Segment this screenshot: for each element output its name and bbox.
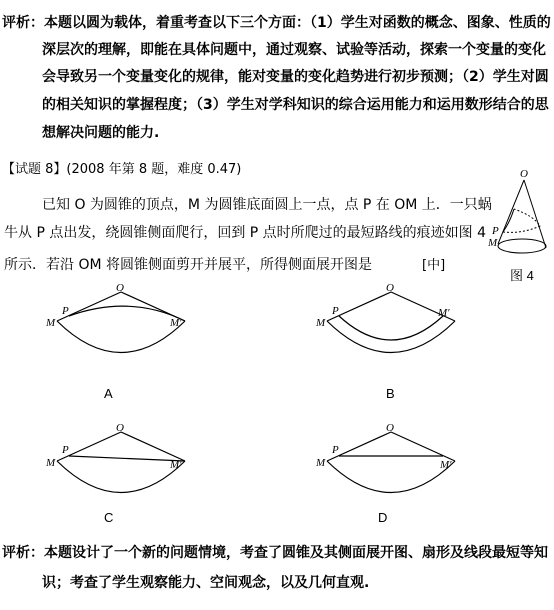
- option-b-letter: B: [386, 386, 395, 401]
- option-d-diagram: [316, 422, 460, 508]
- option-a-label-o: O: [116, 282, 124, 294]
- option-c-letter: C: [104, 510, 114, 525]
- option-b-label-o: O: [386, 282, 394, 294]
- analysis-1-line-3: 会导致另一个变量变化的规律，能对变量的变化趋势进行初步预测；（2）学生对圆: [42, 69, 549, 85]
- cone-label-p: P: [492, 225, 499, 237]
- option-d-label-m: M: [316, 457, 326, 469]
- analysis-1-line-2: 深层次的理解，即能在具体问题中，通过观察、试验等活动，探索一个变量的变化: [42, 42, 546, 58]
- option-d-label-p: P: [332, 444, 339, 456]
- option-a-label-p: P: [62, 305, 69, 317]
- analysis-1-line-4: 的相关知识的掌握程度；（3）学生对学科知识的综合运用能力和运用数形结合的思: [42, 97, 549, 113]
- cone-left-edge: [498, 180, 524, 244]
- figure-caption: 图 4: [510, 268, 534, 283]
- option-a-letter: A: [104, 386, 113, 401]
- option-b-label-m: M: [316, 317, 326, 329]
- problem-line-2: 牛从 P 点出发，绕圆锥侧面爬行，回到 P 点时所爬过的最短路线的痕迹如图 4: [4, 225, 487, 241]
- cone-label-o: O: [520, 168, 528, 180]
- option-c-diagram: [46, 422, 190, 508]
- cone-base: [498, 239, 546, 253]
- option-c-label-p: P: [62, 444, 69, 456]
- option-d-label-m2: M′: [440, 459, 452, 471]
- option-a-diagram: [46, 282, 190, 364]
- analysis-1-line-1: 评析：本题以圆为载体，着重考查以下三个方面：（1）学生对函数的概念、图象、性质的: [2, 15, 551, 31]
- analysis-2-line-1: 评析：本题设计了一个新的问题情境，考查了圆锥及其侧面展开图、扇形及线段最短等知: [2, 545, 548, 561]
- option-a-label-m: M: [46, 317, 56, 329]
- problem-header: 【试题 8】(2008 年第 8 题，难度 0.47): [2, 162, 242, 177]
- option-b-diagram: [316, 282, 460, 374]
- analysis-2-line-2: 识；考查了学生观察能力、空间观念，以及几何直观.: [42, 575, 370, 591]
- analysis-1-line-5: 想解决问题的能力.: [42, 125, 160, 141]
- option-b-label-p: P: [332, 305, 339, 317]
- option-c-label-m2: M′: [170, 459, 182, 471]
- problem-line-1: 已知 O 为圆锥的顶点，M 为圆锥底面圆上一点，点 P 在 OM 上．一只蜗: [42, 197, 492, 213]
- problem-line-3: 所示．若沿 OM 将圆锥侧面剪开并展平，所得侧面展开图是: [4, 257, 372, 273]
- option-a-label-m2: M′: [170, 317, 182, 329]
- difficulty-tag: [中]: [422, 258, 446, 273]
- option-c-label-m: M: [46, 457, 56, 469]
- option-d-letter: D: [378, 510, 388, 525]
- option-c-label-o: O: [116, 422, 124, 434]
- option-d-label-o: O: [386, 422, 394, 434]
- cone-right-edge: [524, 180, 546, 248]
- option-b-label-m2: M′: [438, 307, 450, 319]
- cone-label-m: M: [488, 237, 498, 249]
